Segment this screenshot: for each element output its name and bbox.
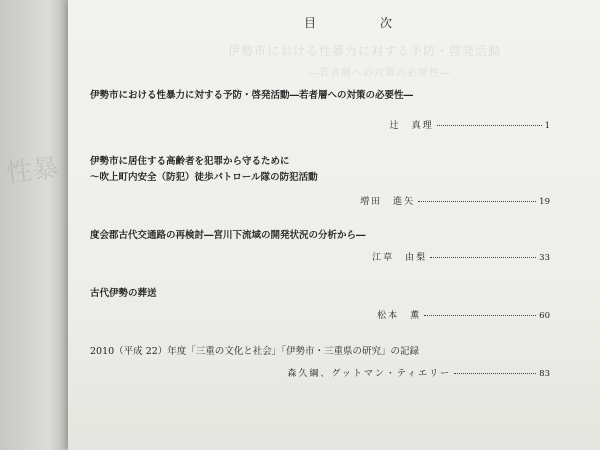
toc-entry <box>90 88 550 131</box>
bleed-through-side-text: 性暴 <box>4 153 60 189</box>
toc-entry <box>90 344 550 379</box>
entry-byline <box>390 118 550 131</box>
book-spine <box>0 0 70 450</box>
entry-page-number: 1 <box>544 121 550 131</box>
entry-page-number: 33 <box>539 253 550 263</box>
entry-title: 度会郡古代交通路の再検討―宮川下流域の開発状況の分析から― <box>90 230 366 241</box>
entry-title: 伊勢市における性暴力に対する予防・啓発活動―若者層への対策の必要性― <box>90 90 414 101</box>
entry-title: 伊勢市に居住する高齢者を犯罪から守るために <box>90 156 290 167</box>
entry-byline <box>287 366 550 379</box>
entry-author: 森久綱、グットマン・ティエリー <box>287 369 452 379</box>
dot-leader <box>430 257 536 258</box>
contents-page <box>68 0 600 450</box>
entry-byline <box>377 308 550 321</box>
entry-page-number: 83 <box>539 369 550 379</box>
dot-leader <box>418 201 536 202</box>
dot-leader <box>454 373 536 374</box>
page-title: 目 次 <box>304 16 419 30</box>
entry-subtitle: ～吹上町内安全（防犯）徒歩パトロール隊の防犯活動 <box>90 172 318 183</box>
entry-title: 古代伊勢の葬送 <box>90 288 157 299</box>
entry-byline <box>372 250 550 263</box>
bleed-through-text-2: ―若者層への対策の必要性― <box>308 68 451 79</box>
entry-byline <box>360 194 550 207</box>
dot-leader <box>437 125 542 126</box>
toc-entry <box>90 286 550 321</box>
entry-author: 江草 由梨 <box>372 253 428 263</box>
toc-entry <box>90 154 550 207</box>
entry-page-number: 60 <box>539 311 550 321</box>
entry-author: 辻 真理 <box>389 121 434 131</box>
entry-author: 松本 薫 <box>377 311 422 321</box>
entry-author: 増田 進矢 <box>360 197 416 207</box>
bleed-through-text-1: 伊勢市における性暴力に対する予防・啓発活動 <box>228 44 502 58</box>
dot-leader <box>424 315 536 316</box>
entry-page-number: 19 <box>539 197 550 207</box>
toc-entry <box>90 228 550 263</box>
entry-title: 2010（平成 22）年度「三重の文化と社会」「伊勢市・三重県の研究」の記録 <box>90 346 420 357</box>
